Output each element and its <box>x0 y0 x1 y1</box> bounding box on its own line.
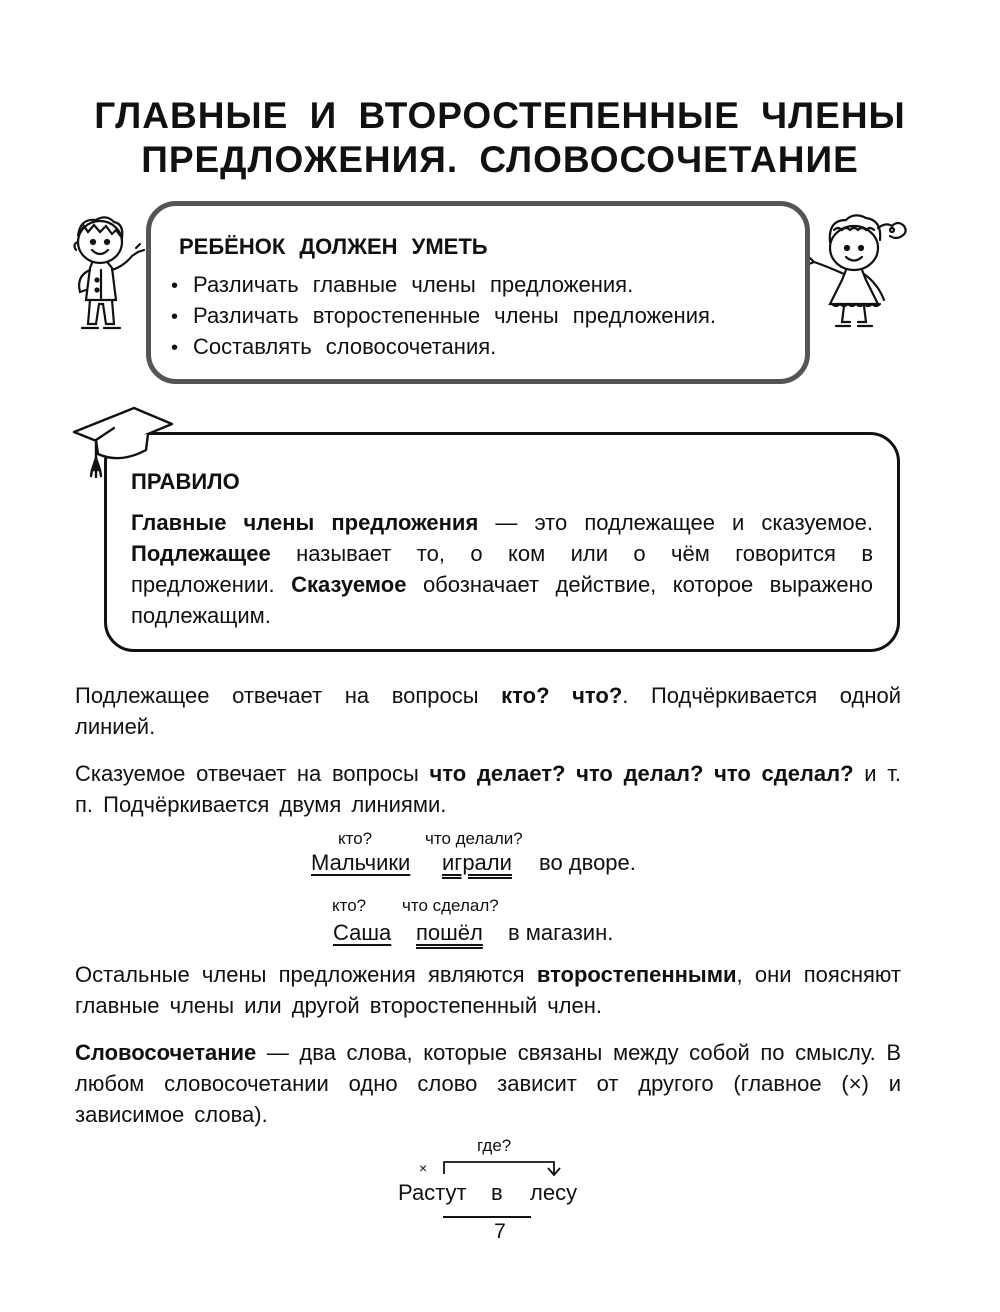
example3-word-preposition: в <box>491 1180 503 1205</box>
paragraph-secondary: Остальные члены предложения являются второстепенными, они поясняют главные члены или другой второстепенный член. <box>75 962 901 1018</box>
example1-question-subject: кто? <box>338 829 373 848</box>
page-number-line <box>443 1216 531 1218</box>
rule-box <box>104 432 900 652</box>
skill-item: • Различать второстепенные члены предложения. <box>171 303 717 328</box>
page-number: 7 <box>494 1220 506 1243</box>
example1-predicate: играли <box>442 850 512 875</box>
skill-item: • Составлять словосочетания. <box>171 334 497 359</box>
skills-box <box>146 201 810 384</box>
paragraph-subject: Подлежащее отвечает на вопросы кто? что?. Подчёркивается одной линией. <box>75 683 901 739</box>
graduation-cap-icon <box>70 402 176 482</box>
example2-question-subject: кто? <box>332 896 367 915</box>
skill-item: • Различать главные члены предложения. <box>171 272 634 297</box>
example2-subject: Саша <box>333 920 392 945</box>
paragraph-predicate: Сказуемое отвечает на вопросы что делает? что делал? что сделал? и т. п. Подчёркивается двумя линиями. <box>75 761 901 817</box>
paragraph-phrase: Словосочетание — два слова, которые связаны между собой по смыслу. В любом словосочетании одно слово зависит от другого (главное (×) и зависимое слова). <box>75 1040 901 1127</box>
example2-rest: в магазин. <box>508 920 614 945</box>
rule-text: Главные члены предложения — это подлежащее и сказуемое. Подлежащее называет то, о ком или о чём говорится в предложении. Сказуемое обозначает действие, которое выражено подлежащим. <box>131 510 873 628</box>
boy-illustration <box>66 212 154 334</box>
example2-question-predicate: что сделал? <box>402 896 499 915</box>
skills-list <box>171 270 716 363</box>
page-title-line-2: ПРЕДЛОЖЕНИЯ. СЛОВОСОЧЕТАНИЕ <box>141 139 859 180</box>
example3-question: где? <box>477 1136 512 1155</box>
example3-word-dependent: лесу <box>530 1180 578 1205</box>
girl-illustration <box>806 208 910 334</box>
main-word-mark: × <box>419 1160 428 1176</box>
example2-predicate: пошёл <box>416 920 483 945</box>
example1-rest: во дворе. <box>539 850 636 875</box>
skills-heading: РЕБЁНОК ДОЛЖЕН УМЕТЬ <box>179 234 488 259</box>
example1-subject: Мальчики <box>311 850 411 875</box>
example1-question-predicate: что делали? <box>425 829 523 848</box>
dependency-arrow <box>436 1156 566 1178</box>
example3-word-main: Растут <box>398 1180 467 1205</box>
rule-heading: ПРАВИЛО <box>131 469 240 494</box>
page-title-line-1: ГЛАВНЫЕ И ВТОРОСТЕПЕННЫЕ ЧЛЕНЫ <box>94 95 906 136</box>
